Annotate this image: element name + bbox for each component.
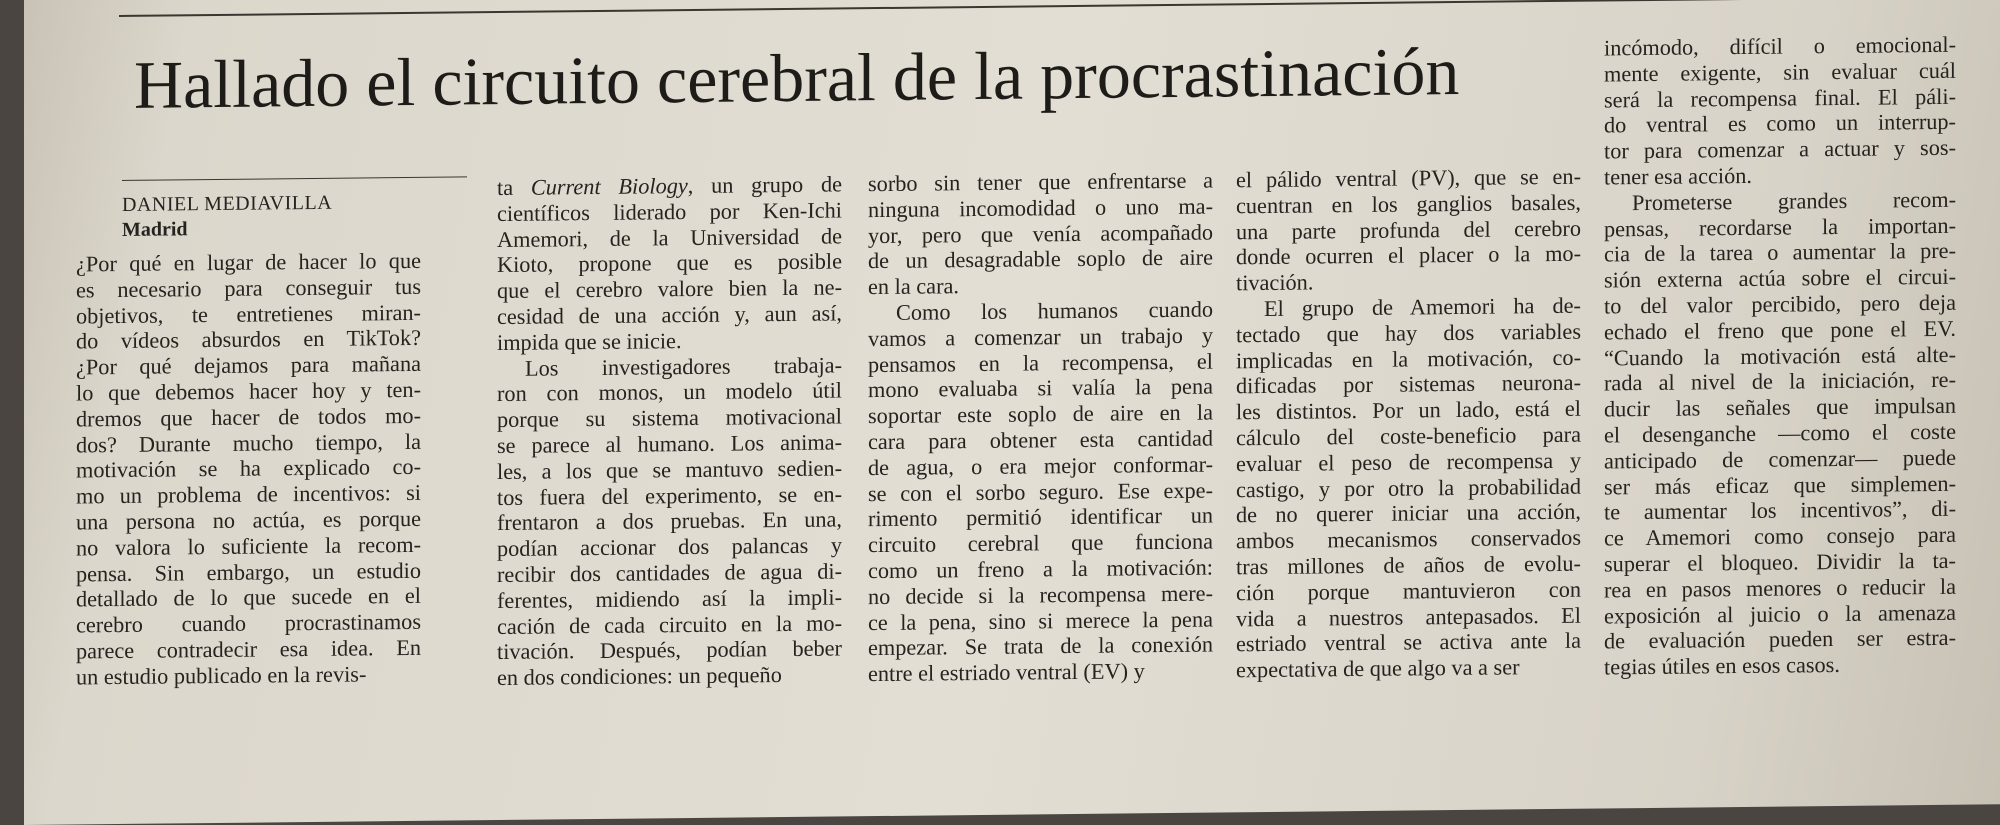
text-line: un estudio publicado en la revis- <box>76 661 367 690</box>
text-line: sión externa actúa sobre el circui- <box>1604 263 1956 293</box>
text-line: objetivos, te entretienes miran- <box>76 299 421 329</box>
text-line: cia de la tarea o aumentar la pre- <box>1604 238 1956 267</box>
text-line: echado el freno que pone el EV. <box>1604 315 1956 345</box>
text-line: será la recompensa final. El páli- <box>1604 83 1956 113</box>
text-line: rea en pasos menores o reducir la <box>1604 573 1956 603</box>
text-line: expectativa de que algo va a ser <box>1236 654 1520 683</box>
text-line: mente exigente, sin evaluar cuál <box>1604 57 1956 87</box>
text-line: ducir las señales que impulsan <box>1604 392 1956 422</box>
top-rule <box>119 0 1925 17</box>
text-line: tivación. Después, podían beber <box>497 635 842 665</box>
text-line: no decide si la recompensa mere- <box>868 580 1213 609</box>
text-line: que el cerebro valore bien la ne- <box>497 274 842 304</box>
text-line: to del valor percibido, pero deja <box>1604 289 1956 319</box>
text-line: tor para comenzar a actuar y sos- <box>1604 134 1956 164</box>
byline <box>122 188 467 243</box>
author-name: DANIEL MEDIAVILLA <box>122 191 333 216</box>
text-line: tener esa acción. <box>1604 162 1752 190</box>
text-line: empezar. Se trata de la conexión <box>868 631 1213 661</box>
byline-rule <box>122 176 467 181</box>
text-line: te aumentar los incentivos”, di- <box>1604 496 1956 525</box>
text-line: cálculo del coste-beneficio para <box>1236 421 1581 451</box>
article-column-2 <box>497 171 842 691</box>
text-line: motivación se ha explicado co- <box>76 454 421 483</box>
text-line: estriado ventral se activa ante la <box>1236 628 1581 657</box>
text-line: en dos condiciones: un pequeño <box>497 662 782 691</box>
text-line: implicadas en la motivación, co- <box>1236 344 1581 373</box>
text-line: Prometerse grandes recom- <box>1632 186 1956 215</box>
text-line: impida que se inicie. <box>497 327 682 355</box>
text-line: mo un problema de incentivos: si <box>76 480 421 509</box>
text-line: castigo, y por otro la probabilidad <box>1236 473 1581 502</box>
text-line: do ventral es como un interrup- <box>1604 109 1956 138</box>
text-line: no valora lo suficiente la recom- <box>76 531 421 561</box>
text-line: superar el bloqueo. Dividir la ta- <box>1604 547 1956 577</box>
text-line: ce Amemori como consejo para <box>1604 521 1956 551</box>
text-line: dremos que hacer de todos mo- <box>76 402 421 432</box>
text-line: ambos mecanismos conservados <box>1236 524 1581 554</box>
text-line: cación de cada circuito en la mo- <box>497 609 842 639</box>
text-line: vamos a comenzar un trabajo y <box>868 322 1213 351</box>
text-line: ferentes, midiendo así la impli- <box>497 584 842 613</box>
text-line: circuito cerebral que funciona <box>868 528 1213 558</box>
text-line: tectado que hay dos variables <box>1236 318 1581 348</box>
text-line: pensas, recordarse la importan- <box>1604 212 1956 242</box>
text-line: ser más eficaz que simplemen- <box>1604 470 1956 500</box>
text-line: Kioto, propone que es posible <box>497 248 842 278</box>
text-line: ción porque mantuvieron con <box>1236 576 1581 606</box>
text-line: ¿Por qué en lugar de hacer lo que <box>76 247 421 277</box>
dateline-location: Madrid <box>122 218 188 241</box>
text-line: cara para obtener esta cantidad <box>868 425 1213 455</box>
text-line: Amemori, de la Universidad de <box>497 223 842 252</box>
text-line: científicos liderado por Ken-Ichi <box>497 197 842 226</box>
text-line: Los investigadores trabaja- <box>525 352 842 381</box>
text-line: detallado de lo que sucede en el <box>76 583 421 612</box>
text-line: es necesario para conseguir tus <box>76 273 421 303</box>
text-line: tos fuera del experimento, se en- <box>497 480 842 510</box>
text-line: de evaluación pueden ser estra- <box>1604 625 1956 654</box>
text-line: cerebro cuando procrastinamos <box>76 608 421 638</box>
text-line: “Cuando la motivación está alte- <box>1604 341 1956 371</box>
text-line: donde ocurren el placer o la mo- <box>1236 241 1581 270</box>
text-line: dos? Durante mucho tiempo, la <box>76 428 421 458</box>
text-line: anticipado de comenzar— puede <box>1604 444 1956 474</box>
text-line: se parece al humano. Los anima- <box>497 429 842 459</box>
text-line: yor, pero que venía acompañado <box>868 219 1213 248</box>
text-line: do vídeos absurdos en TikTok? <box>76 325 421 354</box>
text-line: evaluar el peso de recompensa y <box>1236 447 1581 477</box>
text-line: dificadas por sistemas neurona- <box>1236 370 1581 399</box>
text-line: ta Current Biology, un grupo de <box>497 171 842 201</box>
text-line: rimento permitió identificar un <box>868 502 1213 532</box>
newspaper-page <box>24 0 2000 825</box>
text-line: de un desagradable soplo de aire <box>868 244 1213 274</box>
text-line: de no querer iniciar una acción, <box>1236 499 1581 528</box>
text-line: mono evaluaba si valía la pena <box>868 373 1213 403</box>
text-line: tegias útiles en esos casos. <box>1604 652 1840 680</box>
text-line: les distintos. Por un lado, está el <box>1236 395 1581 425</box>
text-line: en la cara. <box>868 273 959 300</box>
text-line: El grupo de Amemori ha de- <box>1264 292 1581 321</box>
text-line: una persona no actúa, es porque <box>76 505 421 535</box>
text-line: pensa. Sin embargo, un estudio <box>76 557 421 587</box>
text-line: entre el estriado ventral (EV) y <box>868 658 1145 687</box>
text-line: sorbo sin tener que enfrentarse a <box>868 167 1213 197</box>
headline: Hallado el circuito cerebral de la procrastinación <box>134 32 1460 123</box>
text-line: exposición al juicio o la amenaza <box>1604 599 1956 628</box>
article-column-3 <box>868 168 1213 688</box>
text-line: les, a los que se mantuvo sedien- <box>497 455 842 484</box>
text-line: recibir dos cantidades de agua di- <box>497 558 842 587</box>
text-line: ron con monos, un modelo útil <box>497 377 842 407</box>
text-line: lo que debemos hacer hoy y ten- <box>76 376 421 406</box>
text-line: frentaron a dos pruebas. En una, <box>497 506 842 536</box>
text-line: como un freno a la motivación: <box>868 554 1213 584</box>
text-line: vida a nuestros antepasados. El <box>1236 602 1581 631</box>
text-line: una parte profunda del cerebro <box>1236 215 1581 244</box>
text-line: pensamos en la recompensa, el <box>868 348 1213 377</box>
text-line: incómodo, difícil o emocional- <box>1604 31 1956 61</box>
text-line: se con el sorbo seguro. Ese expe- <box>868 477 1213 506</box>
text-line: cuentran en los ganglios basales, <box>1236 189 1581 219</box>
text-line: ¿Por qué dejamos para mañana <box>76 351 421 380</box>
text-line: tivación. <box>1236 269 1314 296</box>
text-line: porque su sistema motivacional <box>497 403 842 433</box>
text-line: cesidad de una acción y, aun así, <box>497 300 842 330</box>
text-line: rada al nivel de la iniciación, re- <box>1604 367 1956 396</box>
text-line: soportar este soplo de aire en la <box>868 399 1213 429</box>
article-column-1 <box>76 248 421 690</box>
text-line: el pálido ventral (PV), que se en- <box>1236 163 1581 193</box>
text-line: de agua, o era mejor conformar- <box>868 451 1213 480</box>
text-line: el desenganche —como el coste <box>1604 418 1956 448</box>
text-line: podían accionar dos palancas y <box>497 532 842 562</box>
article-column-5 <box>1604 32 1956 681</box>
text-line: Como los humanos cuando <box>896 296 1213 325</box>
text-line: parece contradecir esa idea. En <box>76 634 421 664</box>
text-line: ninguna incomodidad o uno ma- <box>868 193 1213 222</box>
text-line: tras millones de años de evolu- <box>1236 550 1581 580</box>
text-line: ce la pena, sino si merece la pena <box>868 606 1213 635</box>
article-column-4 <box>1236 164 1581 684</box>
